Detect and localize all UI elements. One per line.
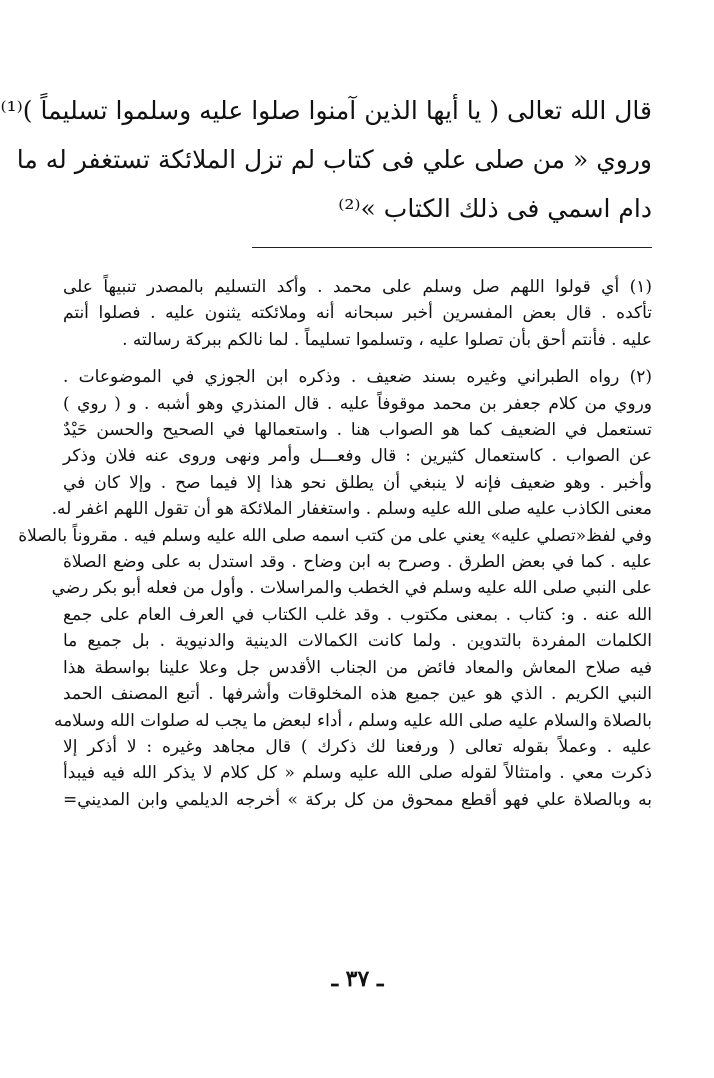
main-text-line: وروي « من صلى علي فى كتاب لم تزل الملائكة تستغفر له ما xyxy=(16,145,652,174)
footnote-line: بالصلاة والسلام عليه صلى الله عليه وسلم ، أداء لبعض ما يجب له صلوات الله وسلامه xyxy=(53,710,652,731)
footnotes-section xyxy=(18,274,652,813)
footnote-line: به وبالصلاة علي فهو أقطع ممحوق من كل بركة » أخرجه الديلمي وابن المديني= xyxy=(63,789,652,810)
footnote-2 xyxy=(18,364,652,813)
main-text-line: دام اسمي فى ذلك الكتاب »⁽²⁾ xyxy=(338,194,652,223)
footnote-line: الكلمات المفردة بالتدوين . ولما كانت الكمالات الدينية والدنيوية . بل جميع ما xyxy=(63,631,652,652)
footnote-line: فيه صلاح المعاش والمعاد فائض من الجناب الأقدس جل وعلا علينا بواسطة هذا xyxy=(63,657,652,678)
footnote-line: النبي الكريم . الذي هو عين جميع هذه المخلوقات وأشرفها . أتبع المصنف الحمد xyxy=(63,684,652,705)
footnote-line: عليه . وعملاً بقوله تعالى ( ورفعنا لك ذكرك ) قال مجاهد وغيره : لا أذكر إلا xyxy=(63,736,652,757)
footnote-line: ذكرت معي . وامتثالاً لقوله صلى الله عليه وسلم « كل كلام لا يذكر الله فيه فيبدأ xyxy=(63,763,652,784)
footnote-1 xyxy=(63,274,652,353)
page-number: ـ ٣٧ ـ xyxy=(331,966,384,992)
main-text xyxy=(0,86,652,233)
footnote-line: تأكده . قال بعض المفسرين أخبر سبحانه أنه وملائكته يثنون عليه . فصلوا أنتم xyxy=(63,303,652,324)
footnote-line: عن الصواب . كاستعمال كثيرين : قال وفعـــل وأمر ونهى وروى عنه فلان وذكر xyxy=(63,446,652,467)
footnote-line: (١) أي قولوا اللهم صل وسلم على محمد . وأكد التسليم بالمصدر تنبيهاً على xyxy=(63,277,652,297)
footnote-line: تستعمل في الضعيف كما هو الصواب هنا . واستعمالها في الصحيح والحسن حَيْدٌ xyxy=(63,420,652,441)
footnote-line: وفي لفظ«تصلي عليه» يعني على من كتب اسمه صلى الله عليه وسلم فيه . مقروناً بالصلاة xyxy=(18,525,652,546)
footnote-divider xyxy=(252,247,652,248)
main-text-line: قال الله تعالى ( يا أيها الذين آمنوا صلوا عليه وسلموا تسليماً )⁽¹⁾ xyxy=(0,96,652,125)
footnote-line: عليه . فأنتم أحق بأن تصلوا عليه ، وتسلموا تسليماً . لما نالكم ببركة رسالته . xyxy=(122,329,652,350)
footnote-line: عليه . كما في بعض الطرق . وصرح به ابن وضاح . وقد استدل به على وضع الصلاة xyxy=(63,552,652,573)
footnote-line: معنى الكاذب عليه صلى الله عليه وسلم . واستغفار الملائكة هو أن تقول اللهم اغفر له. xyxy=(51,499,652,520)
footnote-line: الله عنه . و: كتاب . بمعنى مكتوب . وقد غلب الكتاب في العرف العام على جمع xyxy=(63,604,652,625)
footnote-line: وأخبر . وهو ضعيف فإنه لا ينبغي أن يطلق نحو هذا إلا فيما صح . وإلا كان في xyxy=(63,472,652,493)
footnote-line: وروي من كلام جعفر بن محمد موقوفاً عليه . قال المنذري وهو أشبه . و ( روي ) xyxy=(63,393,652,414)
book-page xyxy=(1,0,714,1078)
footnote-line: (٢) رواه الطبراني وغيره بسند ضعيف . وذكره ابن الجوزي في الموضوعات . xyxy=(63,367,652,388)
footnote-line: على النبي صلى الله عليه وسلم في الخطب والمراسلات . وأول من فعله أبو بكر رضي xyxy=(51,578,652,599)
